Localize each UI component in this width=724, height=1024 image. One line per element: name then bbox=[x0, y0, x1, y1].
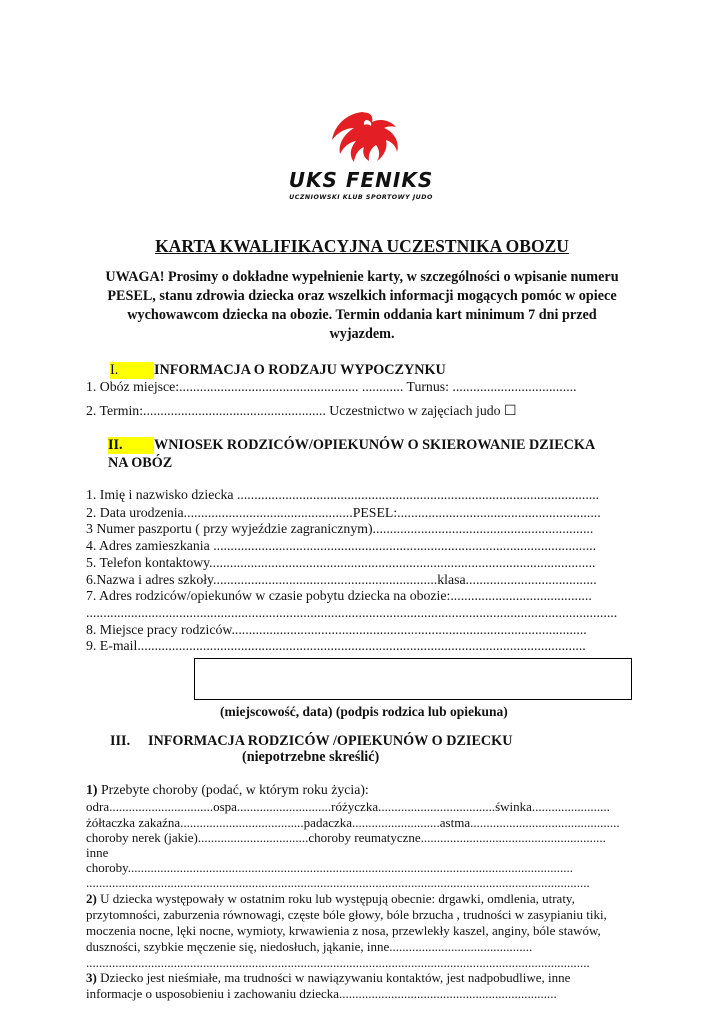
signature-caption: (miejscowość, data) (podpis rodzica lub opiekuna) bbox=[220, 704, 508, 719]
q3-line-1 bbox=[86, 970, 570, 986]
page-title: KARTA KWALIFIKACYJNA UCZESTNIKA OBOZU bbox=[155, 236, 569, 256]
q2-line-4[interactable]: duszności, szybkie męczenie się, niedosłuch, jąkanie, inne............................................ bbox=[86, 939, 533, 954]
q2-text: U dziecka występowały w ostatnim roku lub występują obecnie: drgawki, omdlenia, utraty, bbox=[96, 891, 575, 906]
q3-text: Dziecko jest nieśmiałe, ma trudności w nawiązywaniu kontaktów, jest nadpobudliwe, inne bbox=[96, 970, 571, 985]
q2-line-2: przytomności, zaburzenia równowagi, częste bóle głowy, bóle brzucha , trudności w zasypianiu tiki, bbox=[86, 907, 607, 922]
parents-address-cont-field[interactable]: .......................................................................................................................................................... bbox=[86, 605, 618, 620]
section-2-title-cont: NA OBÓZ bbox=[108, 455, 173, 471]
section-2-title: WNIOSEK RODZICÓW/OPIEKUNÓW O SKIEROWANIE DZIECKA bbox=[154, 437, 596, 453]
diseases-line-1[interactable]: odra................................ospa.............................różyczka....................................świnka........................ bbox=[86, 799, 610, 814]
q1-prompt bbox=[86, 782, 369, 798]
section-2-number: II. bbox=[108, 437, 154, 454]
section-1-heading bbox=[110, 362, 446, 379]
q1-text: Przebyte choroby (podać, w którym roku życia): bbox=[97, 782, 369, 797]
section-3-subtitle: (niepotrzebne skreślić) bbox=[242, 749, 380, 765]
parents-address-field[interactable]: 7. Adres rodziców/opiekunów w czasie pobytu dziecka na obozie:......................................... bbox=[86, 588, 592, 603]
parents-workplace-field[interactable]: 8. Miejsce pracy rodziców....................................................................................................... bbox=[86, 622, 587, 637]
school-field[interactable]: 6.Nazwa i adres szkoły.................................................................klasa...................................... bbox=[86, 572, 597, 587]
q2-extra-field[interactable]: ........................................................................................................................................................... bbox=[86, 955, 590, 970]
diseases-line-2[interactable]: żółtaczka zakaźna......................................padaczka...........................astma.............................................. bbox=[86, 815, 620, 830]
q1-number: 1) bbox=[86, 782, 98, 797]
section-3-title: INFORMACJA RODZICÓW /OPIEKUNÓW O DZIECKU bbox=[148, 733, 513, 749]
diseases-other-field[interactable]: choroby......................................................................................................................................... bbox=[86, 860, 574, 875]
diseases-line-3[interactable]: choroby nerek (jakie)..................................choroby reumatyczne......................................................... bbox=[86, 830, 606, 845]
diseases-extra-field[interactable]: ........................................................................................................................................................... bbox=[86, 875, 590, 890]
section-3-heading bbox=[110, 733, 512, 750]
phone-field[interactable]: 5. Telefon kontaktowy................................................................................................................ bbox=[86, 555, 596, 570]
q2-line-1 bbox=[86, 891, 575, 907]
logo-name: UKS FENIKS bbox=[288, 168, 434, 192]
passport-field[interactable]: 3 Numer paszportu ( przy wyjeździe zagranicznym)................................................................ bbox=[86, 521, 594, 536]
birth-date-pesel-field[interactable]: 2. Data urodzenia.................................................PESEL:........................................................... bbox=[86, 505, 601, 520]
address-field[interactable]: 4. Adres zamieszkania ............................................................................................................... bbox=[86, 538, 597, 553]
camp-term-field[interactable]: 2. Termin:..................................................... Uczestnictwo w zajęciach judo ☐ bbox=[86, 403, 517, 418]
section-1-title: INFORMACJA O RODZAJU WYPOCZYNKU bbox=[154, 362, 446, 378]
signature-box[interactable] bbox=[194, 658, 632, 700]
section-1-number: I. bbox=[110, 362, 154, 379]
notice-paragraph: UWAGA! Prosimy o dokładne wypełnienie karty, w szczególności o wpisanie numeru PESEL, stanu zdrowia dziecka oraz wszelkich informacji mogących pomóc w opiece wychowawcom dziecka na obozie. Termin oddania kart minimum 7 dni przed wyjazdem. bbox=[105, 269, 619, 342]
q2-line-3: moczenia nocne, lęki nocne, wymioty, krwawienia z nosa, przewlekły kaszel, anginy, bóle stawów, bbox=[86, 923, 601, 938]
phoenix-icon bbox=[276, 106, 446, 202]
logo-tagline: UCZNIOWSKI KLUB SPORTOWY JUDO bbox=[289, 194, 433, 201]
q3-line-2[interactable]: informacje o usposobieniu i zachowaniu dziecka................................................................... bbox=[86, 986, 557, 1001]
camp-place-field[interactable]: 1. Obóz miejsce:.................................................... ............ Turnus: .................................... bbox=[86, 379, 577, 394]
diseases-other-label: inne bbox=[86, 845, 109, 860]
child-name-field[interactable]: 1. Imię i nazwisko dziecka ......................................................................................................... bbox=[86, 487, 600, 502]
club-logo bbox=[276, 106, 446, 202]
section-3-number: III. bbox=[110, 733, 131, 749]
q2-number: 2) bbox=[86, 891, 97, 906]
section-2-heading bbox=[108, 437, 595, 454]
email-field[interactable]: 9. E-mail.................................................................................................................................. bbox=[86, 638, 586, 653]
q3-number: 3) bbox=[86, 970, 97, 985]
